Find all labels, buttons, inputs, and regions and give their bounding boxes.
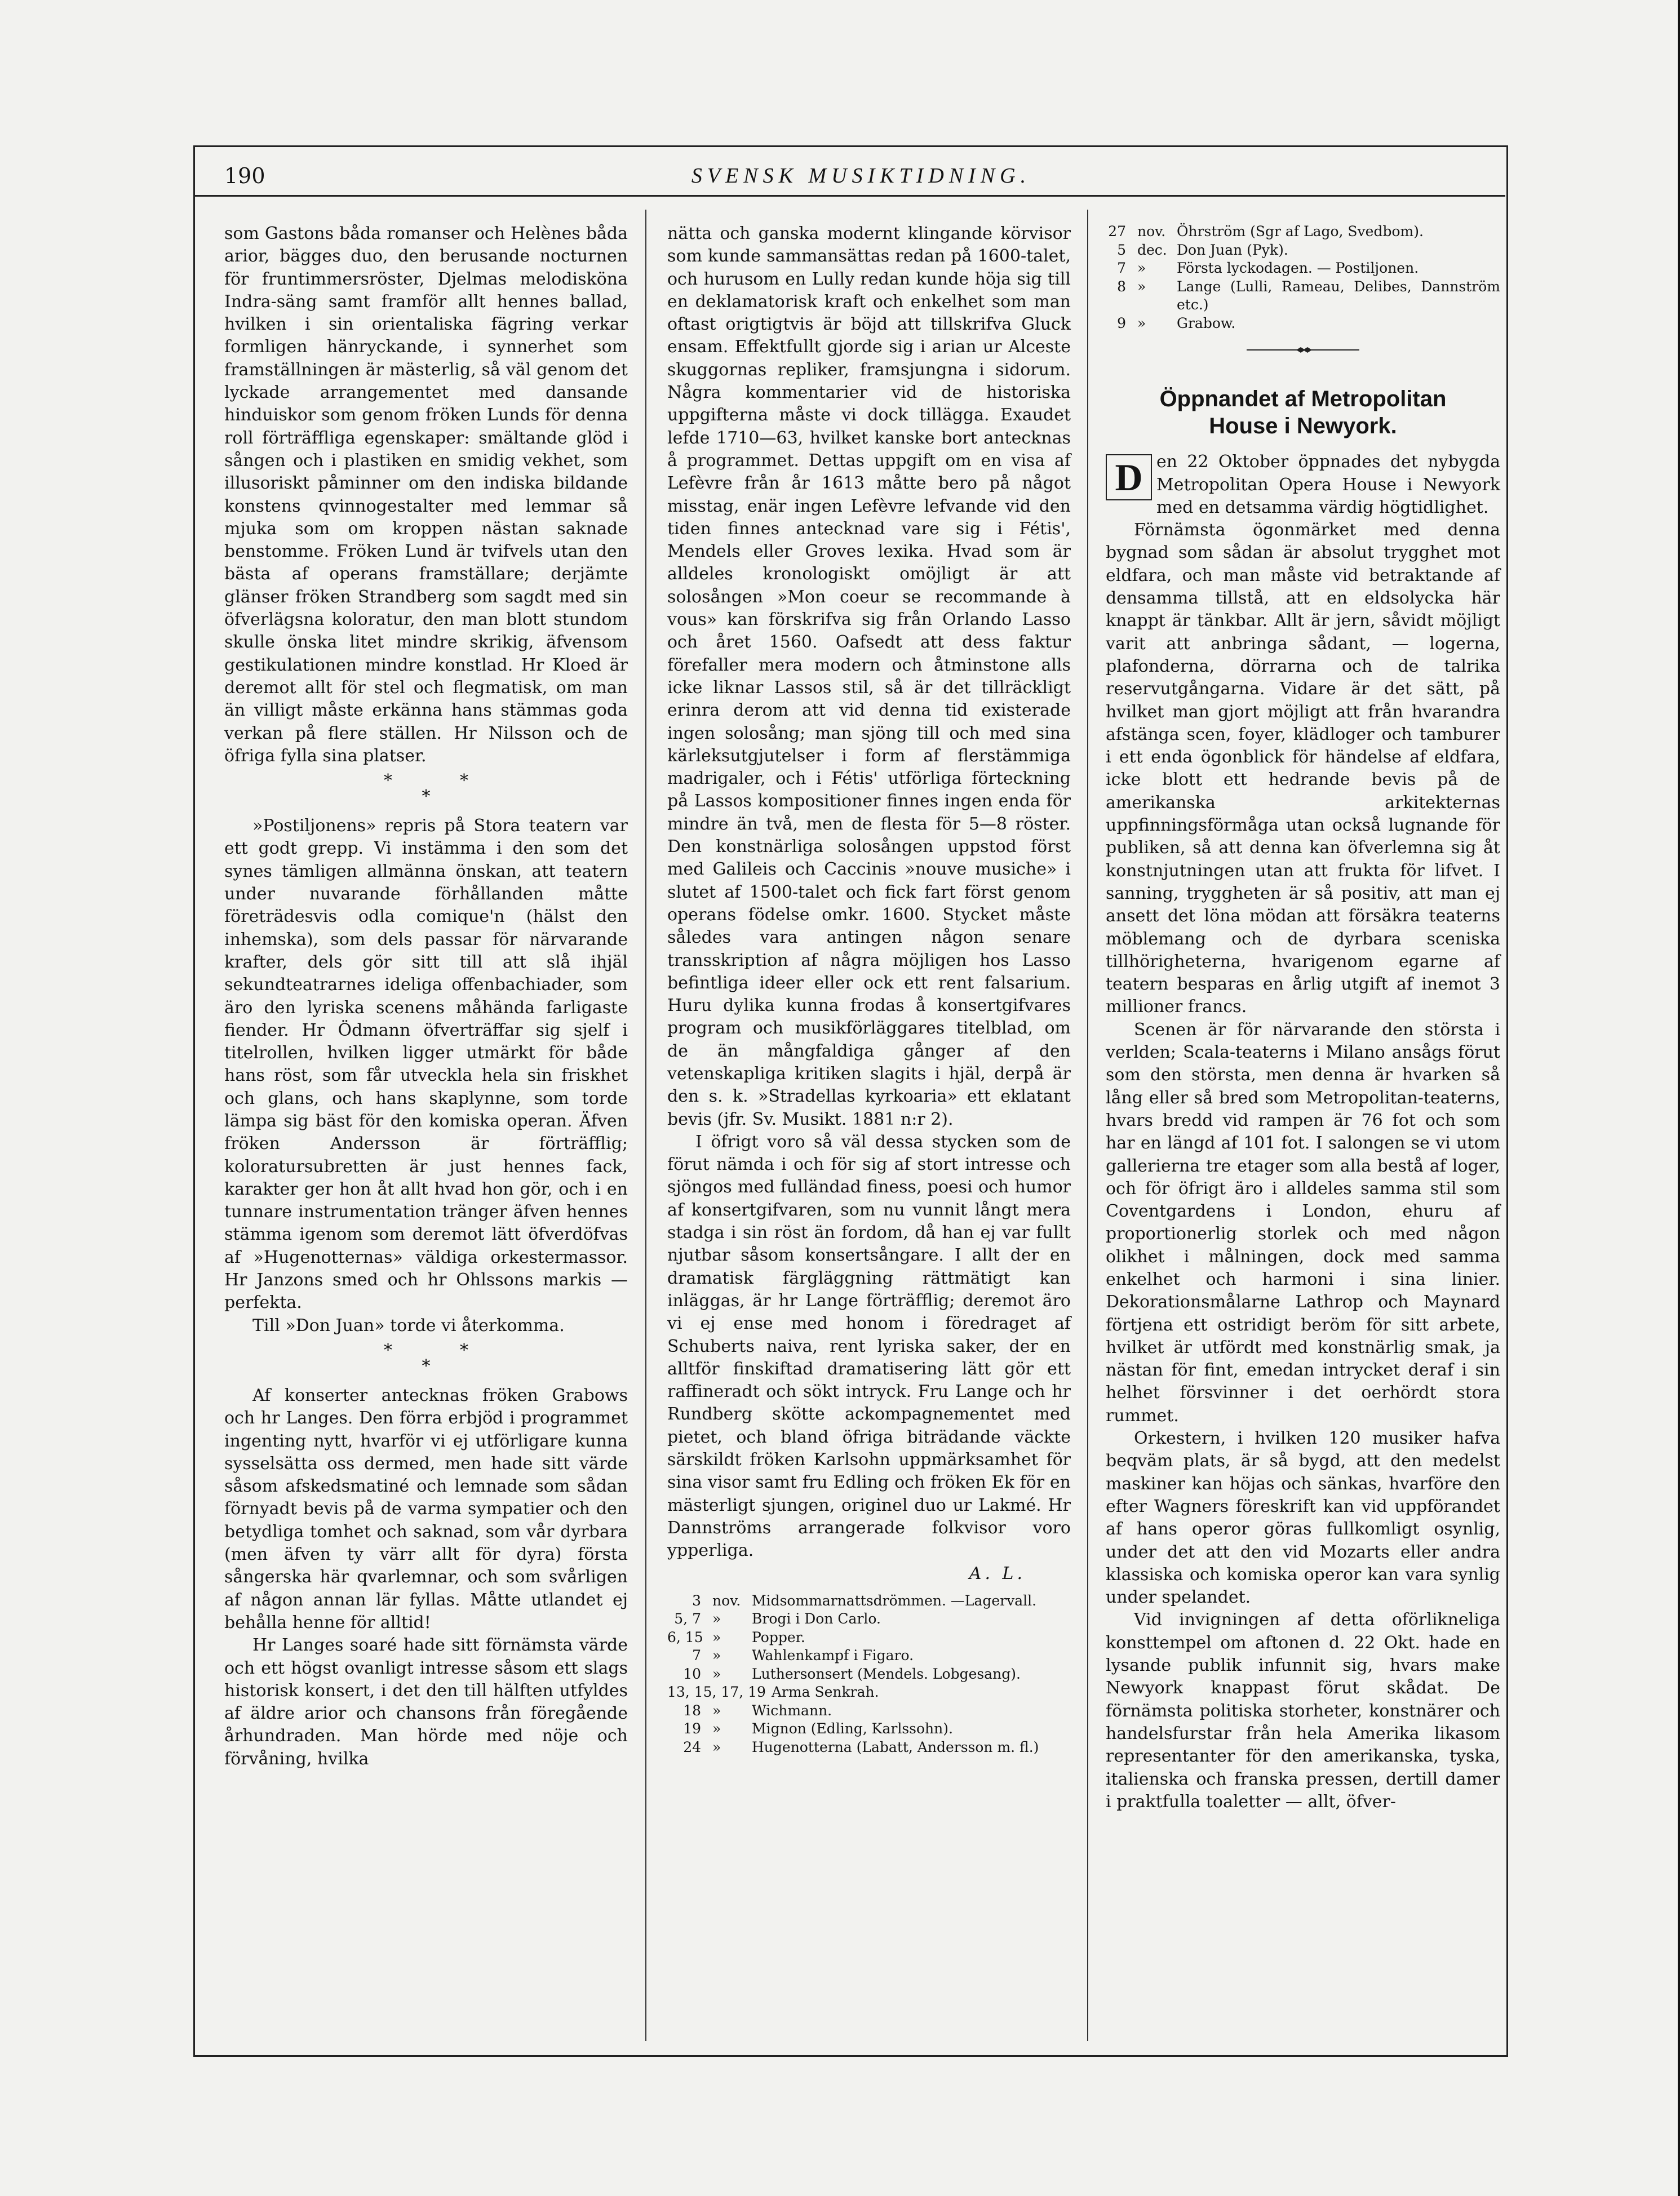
list-item: 9 » Grabow. — [1117, 314, 1236, 331]
list-item: 13, 15, 17, 19 Arma Senkrah. — [667, 1684, 879, 1701]
repertoire-list-dec — [1106, 223, 1500, 332]
list-item: 7 » Första lyckodagen. — Postiljonen. — [1117, 260, 1419, 276]
paragraph: Af konserter antecknas fröken Grabows och hr Langes. Den förra erbjöd i programmet ingenting nytt, hvarför vi ej utförligare kunna sysselsätta oss dermed, men hade sitt värde såsom afskedsmatiné och lemnade som sådan förnyadt bevis på de varma sympatier och den betydliga tomhet och saknad, som vår dyrbara (men äfven ty värr allt för dyra) första sångerska här qvarlemnar, och som svårligen af någon annan lär fyllas. Måtte utlandet ej behålla henne för alltid! — [224, 1385, 628, 1632]
section-break-stars: ** * — [384, 771, 536, 807]
paragraph: Orkestern, i hvilken 120 musiker hafva beqväm plats, är så bygd, att den medelst maskiner kan höjas och sänkas, hvarföre den efter Wagners föreskrift kan vid uppförandet af hans operor göras fullkomligt osynlig, under det att den vid Mozarts eller andra klassiska och komiska operor kan vara synlig under spelandet. — [1106, 1428, 1500, 1608]
list-item: 7 » Wahlenkampf i Figaro. — [692, 1647, 914, 1664]
column-rule-right — [1087, 210, 1088, 2041]
signature-row — [667, 1563, 1071, 1585]
paragraph: Scenen är för närvarande den största i verlden; Scala-teaterns i Milano ansågs förut som den största, men denna är hvarken så lång eller så bred som Metropolitan-teaterns, hvars bredd vid rampen är 76 fot och som har en längd af 101 fot. I salongen se vi utom gallerierna tre etager som alla bestå af loger, och för öfrigt äro i alldeles samma stil som Coventgardens i London, ehuru af proportionerlig storlek och med någon olikhet i målningen, dock med samma enkelhet och harmoni i sina linier. Dekorationsmålarne Lathrop och Maynard förtjena ett ostridigt beröm för sitt arbete, hvilket är utfördt med konstnärlig smak, ja nästan för fint, emedan intrycket deraf i sin helhet försvinner i det oerhördt stora rummet. — [1106, 1019, 1500, 1426]
column-3 — [1106, 223, 1500, 1813]
column-2 — [667, 223, 1071, 1756]
column-1 — [224, 223, 628, 1771]
list-item: 19 » Mignon (Edling, Karlssohn). — [683, 1720, 953, 1737]
paragraph: »Postiljonens» repris på Stora teatern var ett godt grepp. Vi instämma i den som det synes tämligen allmänna önskan, att teatern under nuvarande förhållanden måtte företrädesvis odla comique'n (hälst den inhemska), som dels passar för närvarande krafter, dels gör sitt till att slå ihjäl sekundteatrarnes ideliga offenbachiader, som äro den lyriska scenens måhända farligaste fiender. Hr Ödmann öfverträffar sig sjelf i titelrollen, hvilken ligger utmärkt för både hans röst, som får utveckla hela sin friskhet och glans, och hans skaplynne, som torde lämpa sig bäst för den komiska operan. Äfven fröken Andersson är förträfflig; koloratursubretten är just hennes fack, karakter ger hon åt allt hvad hon gör, och i en tunnare instrumentation tränger äfven hennes stämma igenom som deremot lätt öfverdöfvas af »Hugenotternas» väldiga orkestermassor. Hr Janzons smed och hr Ohlssons markis — perfekta. — [224, 816, 628, 1313]
paragraph: Hr Langes soaré hade sitt förnämsta värde och ett högst ovanligt intresse såsom ett slags historisk konsert, i det den till hälften utfyldes af äldre arior och chansons från föregående århundraden. Man hörde med nöje och förvåning, hvilka — [224, 1635, 628, 1769]
drop-cap: D — [1106, 454, 1152, 500]
ornament-rule-icon — [1247, 347, 1359, 353]
running-title: SVENSK MUSIKTIDNING. — [691, 164, 1031, 188]
list-item: 6, 15 » Popper. — [667, 1629, 805, 1645]
list-item: 3 nov. Midsommarnattsdrömmen. —Lagervall. — [692, 1592, 1037, 1609]
header-rule — [194, 195, 1505, 197]
section-break-stars: ** * — [384, 1340, 536, 1376]
paragraph: Vid invigningen af detta oförlikneliga konsttempel om aftonen d. 22 Okt. hade en lysande publik infunnit sig, hvars make Newyork knappast förut skådat. De förnämsta politiska storheter, konstnärer och handelsfurstar från hela Amerika likasom representanter för den amerikanska, tyska, italienska och franska pressen, dertill damer i praktfulla toaletter — allt, öfver- — [1106, 1610, 1500, 1812]
paragraph: som Gastons båda romanser och Helènes båda arior, bägges duo, den berusande nocturnen för fruntimmersröster, Djelmas melodisköna Indra-säng samt framför allt hennes ballad, hvilken i sin orientaliska fägring verkar formligen hänryckande, i synnerhet som framställningen är mästerlig, så väl genom det lyckade arrangementet med dansande hinduiskor som genom fröken Lunds för denna roll förträffliga egenskaper: smältande glöd i sången och i plastiken en smidig vekhet, som illusoriskt påminner om den indiska bildande konstens qvinnogestalter med lemmar så mjuka som om kroppen nästan saknade benstomme. Fröken Lund är tvifvels utan den bästa af operans framställare; derjämte glänser fröken Strandberg som sagdt med sin öfverlägsna koloratur, den man blott stundom skulle önska litet mindre skrikig, äfvensom gestikulationen mindre konstlad. Hr Kloed är deremot allt för stel och flegmatisk, om man än villigt måste erkänna hans stämmas goda verkan på flere ställen. Hr Nilsson och de öfriga fylla sina platser. — [224, 224, 628, 766]
paragraph: Förnämsta ögonmärket med denna bygnad som sådan är absolut trygghet mot eldfara, och man måste vid betraktande af densamma tillstå, att en eldsolycka här knappt är tänkbar. Allt är jern, såvidt möjligt varit att anbringa sådant, — logerna, plafonderna, dörrarna och de talrika reservutgångarna. Vidare är det sätt, på hvilket man gjort möjligt att från hvarandra afstänga scen, foyer, klädloger och tamburer i ett enda ögonblick för händelse af eldfara, icke blott ett hedrande bevis på de amerikanska arkitekternas uppfinningsförmåga utan också lugnande för publiken, så att denna kan öfverlemna sig åt konstnjutningen utan att frukta för lifvet. I sanning, tryggheten är så positiv, att man ej ansett det löna mödan att försäkra teaterns möblemang och de dyrbara sceniska tillhörigheterna, hvarigenom egarne af teatern besparas en årlig utgift af inemot 3 millioner francs. — [1106, 520, 1500, 1017]
page-number: 190 — [224, 163, 265, 188]
list-item: 5, 7 » Brogi i Don Carlo. — [674, 1611, 881, 1627]
page-header — [224, 163, 1498, 192]
list-item: 24 » Hugenotterna (Labatt, Andersson m. fl.) — [683, 1738, 1039, 1755]
column-rule-left — [645, 210, 646, 2041]
signature: A. L. — [969, 1563, 1026, 1583]
list-item: 8 » Lange (Lulli, Rameau, Delibes, Dannström etc.) — [1117, 278, 1500, 313]
list-item: 27 nov. Öhrström (Sgr af Lago, Svedbom). — [1108, 223, 1424, 239]
article-opening — [1106, 451, 1500, 519]
list-item: 18 » Wichmann. — [683, 1702, 832, 1719]
article-headline: Öppnandet af Metropolitan House i Newyork. — [1159, 387, 1447, 439]
scan-edge — [1678, 0, 1680, 2196]
paragraph: nätta och ganska modernt klingande körvisor som kunde sammansättas redan på 1600-talet, och hurusom en Lully redan kunde höja sig till en deklamatorisk kraft och enkelhet som man oftast origtigtvis är böjd att tillskrifva Gluck ensam. Effektfullt gjorde sig i arian ur Alceste skuggornas repliker, framsjungna i sidorum. Några kommentarier vid de historiska uppgifterna måste vi dock tillägga. Exaudet lefde 1710—63, hvilket kanske bort antecknas å programmet. Dettas uppgift om en visa af Lefèvre från år 1613 måtte bero på något misstag, enär ingen Lefèvre lefvande vid den tiden finnes antecknad vare sig i Fétis', Mendels eller Groves lexika. Hvad som är alldeles kronologiskt omöjligt är att solosången »Mon coeur se recommande à vous» kan förskrifva sig från Orlando Lasso och året 1560. Oafsedt att dess faktur förefaller mera modern och åtminstone alls icke liknar Lassos stil, så är det tillräckligt erinra derom att vid denna tid existerade ingen solosång; man sjöng till och med sina kärleksutgjutelser i form af flerstämmiga madrigaler, och i Fétis' utförliga förteckning på Lassos kompositioner finnes ingen enda för mindre än två, men de flesta för 5—8 röster. Den konstnärliga solosången uppstod först med Galileis och Caccinis »nouve musiche» i slutet af 1500-talet och fick fart först genom operans födelse omkr. 1600. Stycket måste således vara antingen någon senare transskription af några möjligen hos Lasso befintliga ideer eller ock ett rent falsarium. Huru dylika kunna frodas å konsertgifvares program och musikförläggares titelblad, om de än mångfaldiga gånger af den vetenskapliga kritiken slagits i hjäl, derpå är den s. k. »Stradellas kyrkoaria» ett eklatant bevis (jfr. Sv. Musikt. 1881 n:r 2). — [667, 224, 1071, 1129]
paragraph: en 22 Oktober öppnades det nybygda Metropolitan Opera House i Newyork med en detsamma värdig högtidlighet. — [1156, 452, 1500, 517]
repertoire-list-nov — [667, 1592, 1071, 1757]
list-item: 5 dec. Don Juan (Pyk). — [1117, 241, 1288, 258]
paragraph: I öfrigt voro så väl dessa stycken som de förut nämda i och för sig af stort intresse och sjöngos med fulländad finess, poesi och humor af konsertgifvaren, som nu vunnit långt mera stadga i sin röst än fordom, då han ej var fullt njutbar såsom konsertsångare. I allt der en dramatisk färgläggning rättmätigt kan inläggas, är hr Lange förträfflig; deremot äro vi ej ense med honom i föredraget af Schuberts naiva, rent lyriska saker, der en alltför finskiftad dramatisering lätt gör ett raffineradt och sökt intryck. Fru Lange och hr Rundberg skötte ackompagnementet med pietet, och bland öfriga biträdande väckte särskildt fröken Karlsohn uppmärksamhet för sina visor samt fru Edling och fröken Ek för en mästerligt sjungen, originel duo ur Lakmé. Hr Dannströms arrangerade folkvisor voro ypperliga. — [667, 1132, 1071, 1561]
ornamental-rule — [1106, 337, 1500, 360]
list-item: 10 » Luthersonsert (Mendels. Lobgesang). — [683, 1665, 1021, 1682]
paragraph: Till »Don Juan» torde vi återkomma. — [252, 1315, 565, 1336]
